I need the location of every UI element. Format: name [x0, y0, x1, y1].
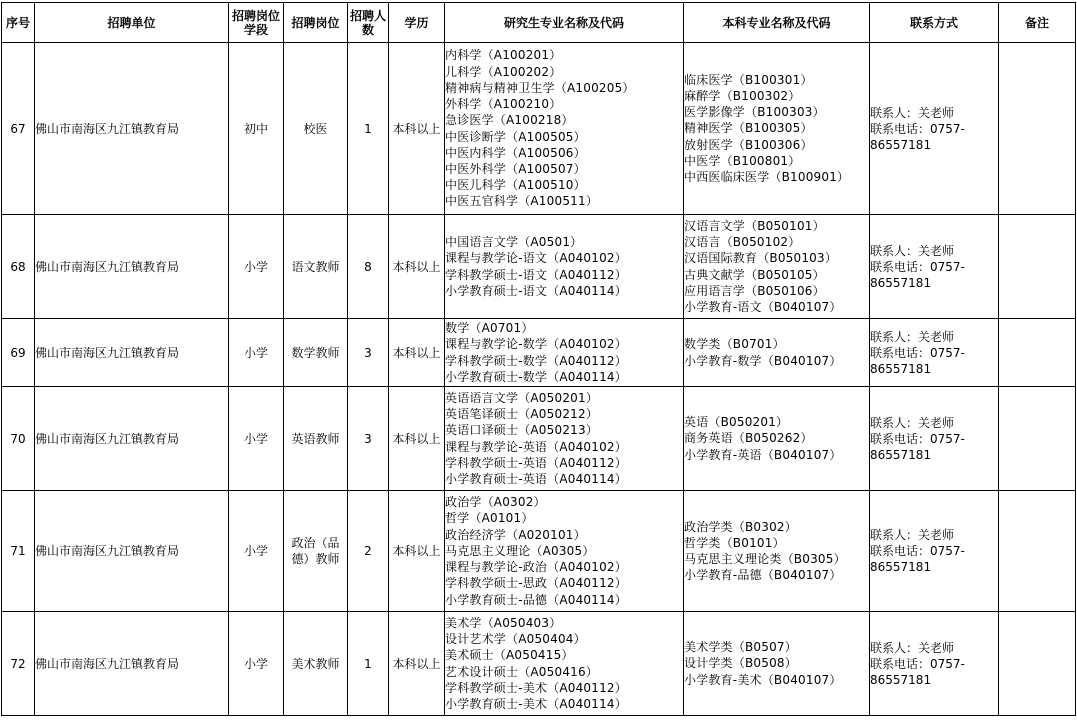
grad-major-item: 内科学（A100201） — [445, 48, 562, 63]
row-level: 小学 — [229, 387, 284, 491]
contact-phone: 联系电话：0757-86557181 — [870, 544, 965, 574]
ug-major-item: 放射医学（B100306） — [684, 137, 813, 152]
grad-major-item: 课程与教学论-英语（A040102） — [445, 439, 627, 454]
row-count: 3 — [348, 387, 389, 491]
row-education: 本科以上 — [389, 387, 445, 491]
row-unit: 佛山市南海区九江镇教育局 — [35, 387, 229, 491]
header-row — [2, 3, 1076, 43]
grad-major-item: 中医儿科学（A100510） — [445, 178, 586, 193]
table-row — [2, 43, 1076, 215]
ug-major-item: 英语（B050201） — [684, 415, 789, 430]
row-ug-majors — [684, 43, 870, 215]
ug-major-item: 汉语言（B050102） — [684, 235, 801, 250]
ug-major-item: 临床医学（B100301） — [684, 72, 813, 87]
row-level: 小学 — [229, 491, 284, 612]
row-note — [999, 387, 1076, 491]
grad-major-item: 哲学（A0101） — [445, 511, 534, 526]
ug-major-item: 小学教育-语文（B040107） — [684, 299, 842, 314]
grad-major-item: 中医内科学（A100506） — [445, 145, 586, 160]
row-index: 69 — [2, 319, 35, 387]
contact-person: 联系人：关老师 — [870, 528, 955, 542]
grad-major-item: 小学教育硕士-英语（A040114） — [445, 471, 627, 486]
contact-person: 联系人：关老师 — [870, 329, 955, 344]
grad-major-item: 小学教育硕士-语文（A040114） — [445, 283, 627, 298]
row-unit: 佛山市南海区九江镇教育局 — [35, 612, 229, 716]
row-index: 70 — [2, 387, 35, 491]
row-level: 小学 — [229, 612, 284, 716]
row-index: 72 — [2, 612, 35, 716]
row-note — [999, 43, 1076, 215]
header-grad-major: 研究生专业名称及代码 — [445, 3, 684, 43]
grad-major-item: 政治经济学（A020101） — [445, 527, 586, 542]
ug-major-item: 小学教育-品德（B040107） — [684, 568, 842, 583]
contact-person: 联系人：关老师 — [870, 415, 955, 430]
row-education: 本科以上 — [389, 215, 445, 319]
grad-major-item: 学科教学硕士-思政（A040112） — [445, 576, 627, 591]
contact-phone: 联系电话：0757-86557181 — [870, 656, 965, 687]
row-position: 政治（品德）教师 — [284, 491, 348, 612]
contact-phone: 联系电话：0757-86557181 — [870, 121, 965, 152]
grad-major-item: 外科学（A100210） — [445, 97, 562, 112]
row-contact — [870, 319, 999, 387]
row-ug-majors — [684, 612, 870, 716]
grad-major-item: 艺术设计硕士（A050416） — [445, 664, 599, 679]
row-note — [999, 319, 1076, 387]
grad-major-item: 中医五官科学（A100511） — [445, 194, 599, 209]
row-grad-majors — [445, 215, 684, 319]
grad-major-item: 数学（A0701） — [445, 321, 534, 336]
row-note — [999, 215, 1076, 319]
row-level: 小学 — [229, 215, 284, 319]
ug-major-item: 精神医学（B100305） — [684, 121, 813, 136]
ug-major-item: 汉语国际教育（B050103） — [684, 251, 838, 266]
ug-major-item: 中西医临床医学（B100901） — [684, 170, 850, 184]
grad-major-item: 课程与教学论-数学（A040102） — [445, 337, 627, 352]
grad-major-item: 急诊医学（A100218） — [445, 113, 574, 128]
header-position: 招聘岗位 — [284, 3, 348, 43]
grad-major-item: 英语口译硕士（A050213） — [445, 423, 599, 438]
ug-major-item: 应用语言学（B050106） — [684, 283, 825, 298]
grad-major-item: 中医外科学（A100507） — [445, 161, 586, 176]
row-unit: 佛山市南海区九江镇教育局 — [35, 491, 229, 612]
row-contact — [870, 215, 999, 319]
row-grad-majors — [445, 387, 684, 491]
row-grad-majors — [445, 43, 684, 215]
table-row — [2, 319, 1076, 387]
ug-major-item: 马克思主义理论类（B0305） — [684, 552, 846, 566]
contact-phone: 联系电话：0757-86557181 — [870, 345, 965, 376]
row-index: 71 — [2, 491, 35, 612]
contact-phone: 联系电话：0757-86557181 — [870, 431, 965, 462]
grad-major-item: 学科教学硕士-语文（A040112） — [445, 267, 627, 282]
ug-major-item: 数学类（B0701） — [684, 337, 785, 352]
grad-major-item: 设计艺术学（A050404） — [445, 632, 586, 647]
grad-major-item: 儿科学（A100202） — [445, 64, 562, 79]
row-count: 3 — [348, 319, 389, 387]
ug-major-item: 中医学（B100801） — [684, 153, 801, 168]
row-position: 校医 — [284, 43, 348, 215]
row-level: 初中 — [229, 43, 284, 215]
grad-major-item: 学科教学硕士-数学（A040112） — [445, 353, 627, 368]
ug-major-item: 汉语言文学（B050101） — [684, 218, 825, 233]
row-contact — [870, 612, 999, 716]
ug-major-item: 医学影像学（B100303） — [684, 105, 825, 120]
grad-major-item: 小学教育硕士-美术（A040114） — [445, 696, 627, 711]
ug-major-item: 小学教育-英语（B040107） — [684, 447, 842, 462]
row-education: 本科以上 — [389, 491, 445, 612]
row-education: 本科以上 — [389, 319, 445, 387]
row-ug-majors — [684, 387, 870, 491]
row-count: 2 — [348, 491, 389, 612]
row-ug-majors — [684, 491, 870, 612]
row-position: 数学教师 — [284, 319, 348, 387]
row-ug-majors — [684, 319, 870, 387]
header-ug-major: 本科专业名称及代码 — [684, 3, 870, 43]
row-grad-majors — [445, 319, 684, 387]
grad-major-item: 政治学（A0302） — [445, 495, 546, 510]
grad-major-item: 中医诊断学（A100505） — [445, 129, 586, 144]
grad-major-item: 课程与教学论-政治（A040102） — [445, 560, 627, 575]
row-contact — [870, 387, 999, 491]
row-contact — [870, 491, 999, 612]
header-unit: 招聘单位 — [35, 3, 229, 43]
row-grad-majors — [445, 491, 684, 612]
ug-major-item: 美术学类（B0507） — [684, 640, 797, 655]
ug-major-item: 政治学类（B0302） — [684, 519, 797, 534]
row-education: 本科以上 — [389, 612, 445, 716]
row-contact — [870, 43, 999, 215]
row-grad-majors — [445, 612, 684, 716]
ug-major-item: 小学教育-数学（B040107） — [684, 353, 842, 368]
contact-person: 联系人：关老师 — [870, 640, 955, 655]
row-position: 美术教师 — [284, 612, 348, 716]
row-unit: 佛山市南海区九江镇教育局 — [35, 43, 229, 215]
grad-major-item: 学科教学硕士-美术（A040112） — [445, 680, 627, 695]
row-index: 68 — [2, 215, 35, 319]
header-education: 学历 — [389, 3, 445, 43]
row-count: 1 — [348, 43, 389, 215]
row-position: 英语教师 — [284, 387, 348, 491]
contact-person: 联系人：关老师 — [870, 105, 955, 120]
row-count: 8 — [348, 215, 389, 319]
grad-major-item: 课程与教学论-语文（A040102） — [445, 251, 627, 266]
header-note: 备注 — [999, 3, 1076, 43]
table-row — [2, 387, 1076, 491]
grad-major-item: 小学教育硕士-品德（A040114） — [445, 592, 627, 607]
ug-major-item: 古典文献学（B050105） — [684, 267, 825, 282]
row-education: 本科以上 — [389, 43, 445, 215]
ug-major-item: 设计学类（B0508） — [684, 656, 797, 671]
row-unit: 佛山市南海区九江镇教育局 — [35, 319, 229, 387]
ug-major-item: 哲学类（B0101） — [684, 535, 785, 550]
row-count: 1 — [348, 612, 389, 716]
grad-major-item: 马克思主义理论（A0305） — [445, 543, 595, 558]
grad-major-item: 精神病与精神卫生学（A100205） — [445, 80, 635, 95]
grad-major-item: 英语笔译硕士（A050212） — [445, 407, 599, 422]
ug-major-item: 麻醉学（B100302） — [684, 88, 801, 103]
grad-major-item: 中国语言文学（A0501） — [445, 235, 583, 250]
recruitment-table — [1, 2, 1076, 716]
header-level: 招聘岗位学段 — [229, 3, 284, 43]
table-row — [2, 491, 1076, 612]
table-row — [2, 215, 1076, 319]
contact-person: 联系人：关老师 — [870, 243, 955, 258]
contact-phone: 联系电话：0757-86557181 — [870, 259, 965, 290]
row-note — [999, 612, 1076, 716]
row-unit: 佛山市南海区九江镇教育局 — [35, 215, 229, 319]
grad-major-item: 美术硕士（A050415） — [445, 648, 574, 663]
header-contact: 联系方式 — [870, 3, 999, 43]
table-row — [2, 612, 1076, 716]
row-note — [999, 491, 1076, 612]
grad-major-item: 学科教学硕士-英语（A040112） — [445, 455, 627, 470]
row-position: 语文教师 — [284, 215, 348, 319]
row-index: 67 — [2, 43, 35, 215]
header-count: 招聘人数 — [348, 3, 389, 43]
grad-major-item: 英语语言文学（A050201） — [445, 390, 599, 405]
row-ug-majors — [684, 215, 870, 319]
grad-major-item: 小学教育硕士-数学（A040114） — [445, 369, 627, 384]
header-index: 序号 — [2, 3, 35, 43]
ug-major-item: 商务英语（B050262） — [684, 431, 813, 446]
row-level: 小学 — [229, 319, 284, 387]
grad-major-item: 美术学（A050403） — [445, 615, 562, 630]
ug-major-item: 小学教育-美术（B040107） — [684, 672, 842, 687]
